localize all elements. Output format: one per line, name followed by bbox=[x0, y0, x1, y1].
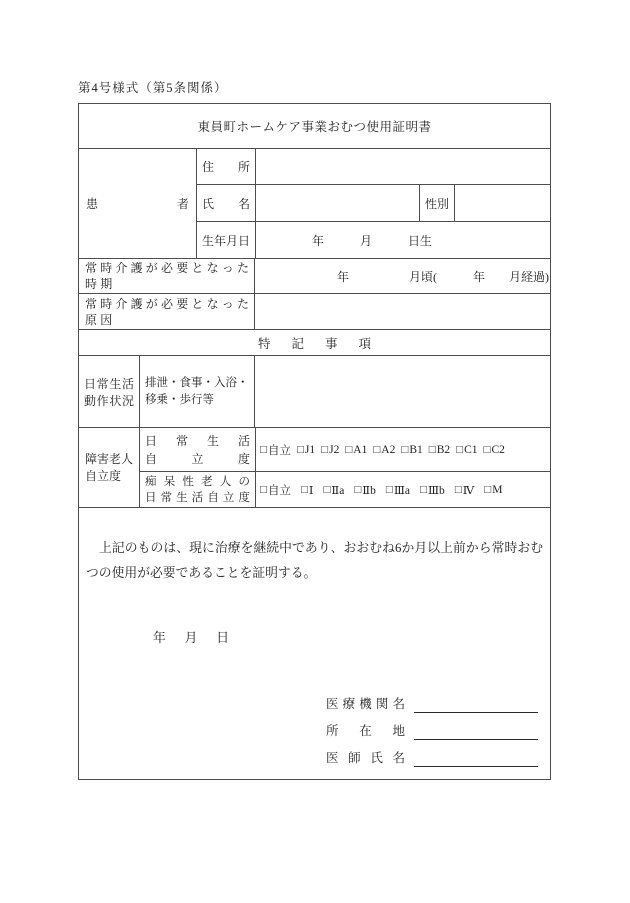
checkbox-option-Ⅱa[interactable]: □ Ⅱa bbox=[323, 483, 345, 497]
checkbox-option-Ⅰ[interactable]: □ Ⅰ bbox=[300, 483, 314, 497]
address-label: 住所 bbox=[202, 159, 250, 174]
checkbox-icon: □ bbox=[323, 483, 331, 496]
adl-row bbox=[79, 356, 550, 428]
birthdate-field[interactable]: 年 月 日生 bbox=[255, 222, 550, 258]
care-cause-label: 常時介護が必要となった 原因 bbox=[85, 296, 253, 327]
location-underline-field[interactable] bbox=[414, 725, 538, 740]
location-row bbox=[326, 713, 538, 740]
birthdate-label: 生年月日 bbox=[202, 233, 251, 248]
daily-independence-options bbox=[255, 428, 550, 471]
doctor-label: 医師氏名 bbox=[326, 751, 405, 765]
checkbox-option-M[interactable]: □ M bbox=[484, 483, 503, 496]
checkbox-icon: □ bbox=[484, 483, 492, 496]
daily-independence-row bbox=[140, 428, 550, 472]
name-field[interactable] bbox=[255, 185, 419, 222]
name-label: 氏名 bbox=[202, 196, 250, 211]
gender-field[interactable] bbox=[454, 185, 550, 222]
checkbox-option-C1[interactable]: □ C1 bbox=[456, 443, 478, 456]
daily-independence-label: 日常生活 自立度 bbox=[145, 433, 250, 466]
dementia-independence-row bbox=[140, 472, 550, 507]
checkbox-icon: □ bbox=[420, 483, 427, 496]
checkbox-option-B1[interactable]: □ B1 bbox=[401, 443, 423, 456]
checkbox-icon: □ bbox=[296, 443, 304, 456]
gender-label: 性別 bbox=[419, 185, 454, 222]
checkbox-icon: □ bbox=[321, 443, 329, 456]
care-cause-row bbox=[79, 294, 550, 330]
doctor-underline-field[interactable] bbox=[414, 752, 538, 767]
checkbox-icon: □ bbox=[354, 483, 362, 496]
certificate-table bbox=[78, 103, 551, 780]
form-title: 東員町ホームケア事業おむつ使用証明書 bbox=[197, 120, 432, 134]
checkbox-option-自立[interactable]: □ 自立 bbox=[260, 483, 291, 497]
checkbox-icon: □ bbox=[456, 443, 464, 456]
checkbox-icon: □ bbox=[300, 483, 308, 496]
dementia-independence-options bbox=[255, 472, 550, 507]
form-number-label: 第4号様式（第5条関係） bbox=[78, 81, 228, 95]
independence-section bbox=[79, 428, 550, 508]
dementia-independence-label: 痴呆性老人の 日常生活自立度 bbox=[145, 475, 250, 504]
doctor-row bbox=[326, 740, 538, 767]
care-period-row bbox=[79, 259, 550, 294]
independence-label: 障害老人 自立度 bbox=[85, 451, 134, 483]
checkbox-option-Ⅳ[interactable]: □ Ⅳ bbox=[454, 483, 475, 497]
daily-checkbox-group bbox=[256, 442, 550, 458]
checkbox-option-A1[interactable]: □ A1 bbox=[345, 443, 368, 456]
address-row bbox=[197, 149, 550, 185]
institution-label: 医療機関名 bbox=[326, 697, 405, 711]
checkbox-icon: □ bbox=[483, 443, 491, 456]
checkbox-option-自立[interactable]: □ 自立 bbox=[260, 443, 291, 457]
patient-label-text: 患者 bbox=[86, 197, 189, 211]
checkbox-icon: □ bbox=[260, 483, 267, 496]
care-cause-field[interactable] bbox=[254, 294, 550, 329]
notes-header-row bbox=[79, 330, 550, 356]
checkbox-option-J1[interactable]: □ J1 bbox=[296, 443, 316, 456]
location-label: 所在地 bbox=[326, 724, 405, 738]
title-row bbox=[79, 104, 550, 149]
patient-subtable bbox=[196, 149, 550, 258]
dementia-checkbox-group bbox=[256, 482, 550, 498]
adl-field[interactable] bbox=[254, 356, 550, 427]
signature-block bbox=[326, 686, 538, 767]
checkbox-option-Ⅱb[interactable]: □ Ⅱb bbox=[354, 483, 376, 497]
adl-label: 日常生活 動作状況 bbox=[84, 376, 134, 408]
checkbox-icon: □ bbox=[385, 483, 393, 496]
checkbox-option-Ⅲb[interactable]: □ Ⅲb bbox=[420, 483, 445, 497]
name-row bbox=[197, 185, 550, 223]
checkbox-icon: □ bbox=[428, 443, 436, 456]
independence-subtable bbox=[139, 428, 550, 507]
checkbox-option-A2[interactable]: □ A2 bbox=[373, 443, 396, 456]
checkbox-icon: □ bbox=[260, 443, 267, 456]
care-period-field[interactable]: 年 月頃( 年 月経過) bbox=[254, 259, 550, 293]
patient-label bbox=[79, 149, 196, 258]
checkbox-icon: □ bbox=[373, 443, 381, 456]
checkbox-option-C2[interactable]: □ C2 bbox=[483, 443, 505, 456]
birthdate-row bbox=[197, 222, 550, 258]
certification-area bbox=[79, 508, 550, 779]
checkbox-icon: □ bbox=[454, 483, 462, 496]
certification-statement: 上記のものは、現に治療を継続中であり、おおむね6か月以上前から常時おむつの使用が必要であることを証明する。 bbox=[86, 541, 543, 580]
checkbox-option-J2[interactable]: □ J2 bbox=[321, 443, 340, 456]
institution-underline-field[interactable] bbox=[414, 698, 538, 713]
adl-sub-label: 排泄・食事・入浴・ 移乗・歩行等 bbox=[139, 356, 254, 427]
checkbox-icon: □ bbox=[401, 443, 409, 456]
checkbox-icon: □ bbox=[345, 443, 353, 456]
certification-date[interactable]: 年 月 日 bbox=[153, 631, 232, 645]
institution-row bbox=[326, 686, 538, 713]
notes-header: 特記事項 bbox=[257, 336, 392, 351]
patient-section bbox=[79, 149, 550, 259]
care-period-label: 常時介護が必要となった 時期 bbox=[85, 261, 253, 291]
checkbox-option-B2[interactable]: □ B2 bbox=[428, 443, 451, 456]
address-field[interactable] bbox=[255, 149, 550, 184]
checkbox-option-Ⅲa[interactable]: □ Ⅲa bbox=[385, 483, 411, 497]
